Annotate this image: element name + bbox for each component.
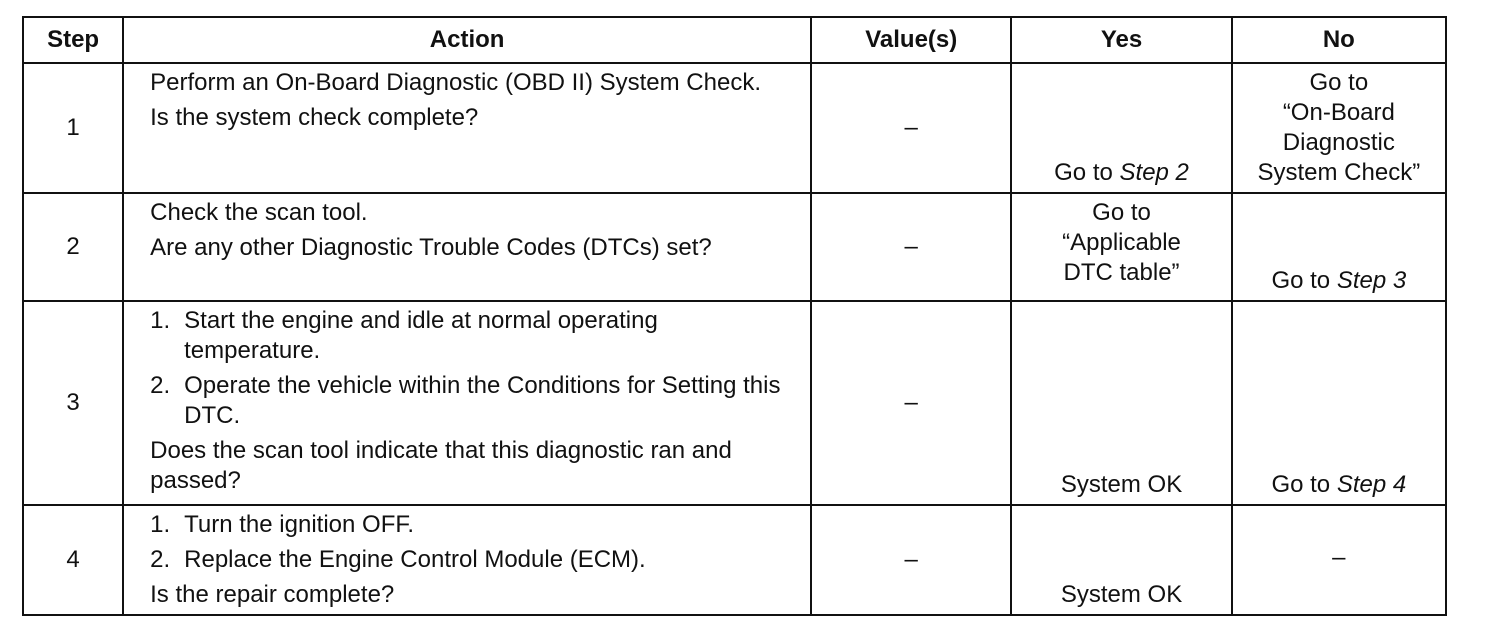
value-cell: – — [811, 505, 1011, 615]
action-list-item — [150, 510, 796, 540]
yes-step-link[interactable]: Step 2 — [1119, 159, 1189, 186]
no-goto-text: Go to — [1271, 471, 1337, 498]
action-list-item — [150, 545, 796, 575]
header-values: Value(s) — [811, 17, 1011, 63]
action-question: Is the system check complete? — [150, 104, 479, 131]
action-cell — [123, 63, 811, 193]
list-number: 2. — [150, 372, 171, 399]
step-number: 3 — [23, 301, 123, 505]
no-step-link[interactable]: Step 3 — [1336, 267, 1407, 294]
no-goto-text: Go to — [1271, 267, 1337, 294]
no-cell — [1232, 301, 1446, 505]
yes-line[interactable]: “Applicable — [1062, 229, 1181, 256]
no-cell — [1232, 63, 1446, 193]
no-line: Go to — [1309, 69, 1369, 96]
no-cell — [1232, 193, 1446, 301]
action-cell — [123, 301, 811, 505]
step-number: 1 — [23, 63, 123, 193]
value-cell: – — [811, 63, 1011, 193]
step-number: 2 — [23, 193, 123, 301]
list-text: Start the engine and idle at normal operating temperature. — [184, 307, 658, 364]
action-text: Check the scan tool. — [150, 199, 368, 226]
list-number: 1. — [150, 307, 171, 334]
action-text: Perform an On-Board Diagnostic (OBD II) System Check. — [150, 69, 762, 96]
no-cell: – — [1232, 505, 1446, 615]
action-list-item — [150, 371, 796, 431]
header-action: Action — [123, 17, 811, 63]
step-number: 4 — [23, 505, 123, 615]
table-row — [23, 63, 1446, 193]
list-number: 2. — [150, 546, 171, 573]
no-line[interactable]: System Check” — [1257, 159, 1421, 186]
yes-goto-text: Go to — [1054, 159, 1120, 186]
yes-line[interactable]: DTC table” — [1063, 259, 1180, 286]
action-question: Is the repair complete? — [150, 581, 395, 608]
list-text: Turn the ignition OFF. — [184, 511, 415, 538]
no-line[interactable]: “On-Board — [1282, 99, 1395, 126]
list-text: Replace the Engine Control Module (ECM). — [184, 546, 646, 573]
diagnostic-table — [22, 16, 1447, 616]
action-cell — [123, 505, 811, 615]
table-row — [23, 505, 1446, 615]
list-number: 1. — [150, 511, 171, 538]
yes-cell — [1011, 193, 1231, 301]
header-step: Step — [23, 17, 123, 63]
list-text: Operate the vehicle within the Conditions for Setting this DTC. — [184, 372, 781, 429]
yes-cell: System OK — [1011, 301, 1231, 505]
action-cell — [123, 193, 811, 301]
header-yes: Yes — [1011, 17, 1231, 63]
value-cell: – — [811, 301, 1011, 505]
yes-line: Go to — [1092, 199, 1151, 226]
header-no: No — [1232, 17, 1446, 63]
action-question: Does the scan tool indicate that this diagnostic ran and passed? — [150, 437, 732, 494]
no-line[interactable]: Diagnostic — [1282, 129, 1395, 156]
yes-cell — [1011, 63, 1231, 193]
table-row — [23, 301, 1446, 505]
header-row — [23, 17, 1446, 63]
action-question: Are any other Diagnostic Trouble Codes (DTCs) set? — [150, 234, 712, 261]
table-row — [23, 193, 1446, 301]
action-list-item — [150, 306, 796, 366]
value-cell: – — [811, 193, 1011, 301]
no-step-link[interactable]: Step 4 — [1336, 471, 1407, 498]
yes-cell: System OK — [1011, 505, 1231, 615]
